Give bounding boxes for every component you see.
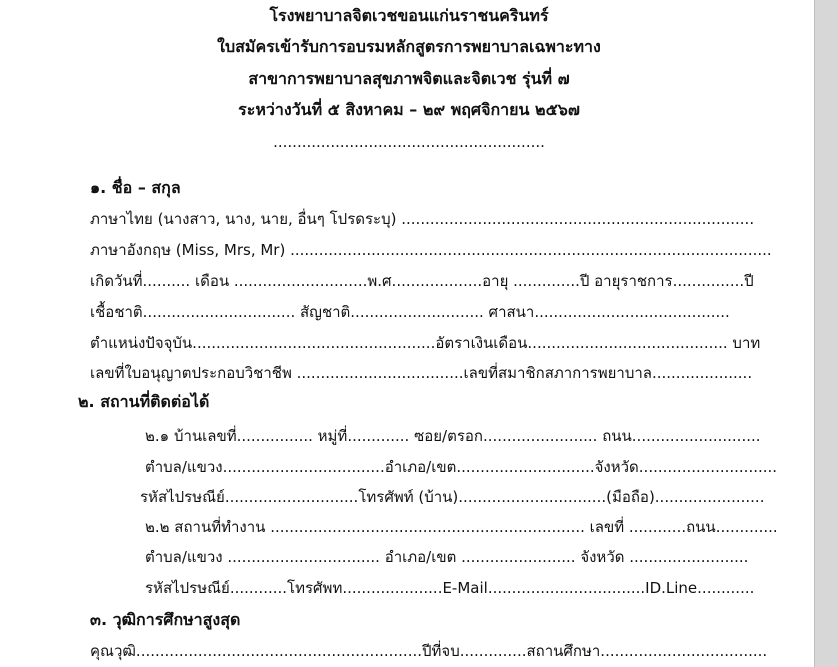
nationality-religion-field[interactable]: เชื้อชาติ................................ สัญชาติ............................ ศาสนา......................................... [90, 303, 730, 321]
training-period: ระหว่างวันที่ ๕ สิงหาคม – ๒๙ พฤศจิกายน ๒๕๖๗ [238, 100, 580, 119]
section-3-heading: ๓. วุฒิการศึกษาสูงสุด [90, 610, 241, 629]
work-address-field[interactable]: ๒.๒ สถานที่ทำงาน .................................................................. เลขที่ ............ถนน............. [145, 518, 778, 536]
section-1-heading: ๑. ชื่อ – สกุล [90, 178, 181, 197]
home-contact-field[interactable]: รหัสไปรษณีย์............................โทรศัพท์ (บ้าน)...............................(มือถือ)....................... [140, 488, 765, 506]
position-salary-field[interactable]: ตำแหน่งปัจจุบัน...................................................อัตราเงินเดือน.......................................... บาท [90, 334, 761, 352]
program-title: สาขาการพยาบาลสุขภาพจิตและจิตเวช รุ่นที่ ๗ [248, 69, 570, 88]
thai-name-field[interactable]: ภาษาไทย (นางสาว, นาง, นาย, อื่นๆ โปรดระบุ) .......................................................................... [90, 210, 755, 228]
title-underline: ......................................................... [273, 133, 545, 151]
work-contact-field[interactable]: รหัสไปรษณีย์............โทรศัพท.....................E-Mail.................................ID.Line............ [145, 579, 755, 597]
license-member-field[interactable]: เลขที่ใบอนุญาตประกอบวิชาชีพ ...................................เลขที่สมาชิกสภาการพยาบาล..................... [90, 364, 753, 382]
birth-age-field[interactable]: เกิดวันที่.......... เดือน ............................พ.ศ...................อายุ ..............ปี อายุราชการ...............ปี [90, 272, 754, 290]
form-title: ใบสมัครเข้ารับการอบรมหลักสูตรการพยาบาลเฉพาะทาง [217, 37, 601, 56]
home-district-field[interactable]: ตำบล/แขวง..................................อำเภอ/เขต.............................จังหวัด............................. [145, 458, 778, 476]
english-name-field[interactable]: ภาษาอังกฤษ (Miss, Mrs, Mr) ..................................................................................................... [90, 241, 772, 259]
section-2-heading: ๒. สถานที่ติดต่อได้ [78, 392, 210, 411]
home-address-field[interactable]: ๒.๑ บ้านเลขที่................ หมู่ที่............. ซอย/ตรอก........................ ถนน........................... [145, 427, 761, 445]
work-district-field[interactable]: ตำบล/แขวง ................................ อำเภอ/เขต ........................ จังหวัด ......................... [145, 548, 749, 566]
education-field[interactable]: คุณวุฒิ............................................................ปีที่จบ..............สถานศึกษา................................... [90, 642, 768, 660]
hospital-name: โรงพยาบาลจิตเวชขอนแก่นราชนครินทร์ [269, 6, 549, 25]
